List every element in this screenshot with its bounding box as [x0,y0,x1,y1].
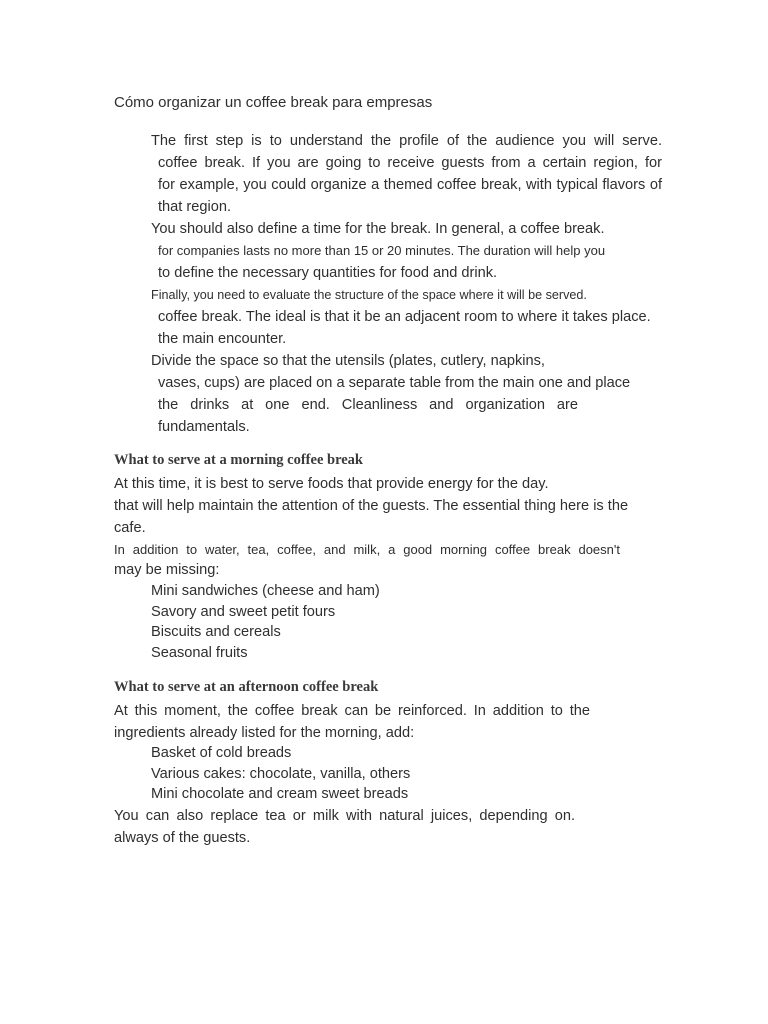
list-item-text: for companies lasts no more than 15 or 20 minutes. The duration will help you [158,243,606,258]
list-item [138,643,380,664]
list-item-text: Finally, you need to evaluate the structure of the space where it will be served. [151,288,587,302]
list-item-text: vases, cups) are placed on a separate table from the main one and place [158,375,631,391]
list-item [138,581,380,602]
list-item-text: that region. [158,199,232,215]
list-item-text: The first step is to understand the profile of the audience you will serve. [151,133,662,149]
list-item-text: fundamentals. [158,419,250,435]
paragraph-line: may be missing: [114,562,220,578]
section-heading: What to serve at an afternoon coffee break [114,679,379,695]
list-item-text: the main encounter. [158,331,287,347]
paragraph [114,805,662,849]
list-item-text: Mini chocolate and cream sweet breads [151,786,409,802]
section-heading: What to serve at a morning coffee break [114,452,363,468]
list-item-text: Mini sandwiches (cheese and ham) [151,583,380,599]
paragraph-line: In addition to water, tea, coffee, and milk, a good morning coffee break doesn't [114,542,620,557]
list-item-text: Savory and sweet petit fours [151,603,336,620]
paragraph-line: ingredients already listed for the morning, add: [114,725,415,741]
list-item [114,218,662,284]
steps-list [114,130,662,438]
list-item-text: for example, you could organize a themed coffee break, with typical flavors of [158,177,662,193]
list-item-text: to define the necessary quantities for food and drink. [158,265,498,281]
list-item-text: You should also define a time for the break. In general, a coffee break. [151,221,605,237]
paragraph-line: At this time, it is best to serve foods that provide energy for the day. [114,476,549,492]
list-item [138,784,410,805]
list-item-text: the drinks at one end. Cleanliness and organization are [158,397,578,413]
list-item [138,743,410,764]
list-item [114,350,662,438]
paragraph [114,700,662,744]
list-item-text: Biscuits and cereals [151,624,281,640]
paragraph-line: At this moment, the coffee break can be reinforced. In addition to the [114,703,590,719]
list-item [138,622,380,643]
list-item-text: Divide the space so that the utensils (plates, cutlery, napkins, [151,353,545,369]
afternoon-items-list [138,743,410,805]
morning-items-list [138,581,380,663]
paragraph-line: You can also replace tea or milk with natural juices, depending on. [114,808,575,824]
list-item [114,130,662,218]
paragraph-line: that will help maintain the attention of the guests. The essential thing here is the [114,498,629,514]
list-item-text: coffee break. The ideal is that it be an adjacent room to where it takes place. [158,309,651,325]
document-title: Cómo organizar un coffee break para empresas [114,94,433,111]
list-item-text: Seasonal fruits [151,644,248,661]
paragraph-line: cafe. [114,520,146,536]
list-item-text: Basket of cold breads [151,745,292,761]
list-item-text: Various cakes: chocolate, vanilla, others [151,765,411,782]
list-item [114,284,662,350]
paragraph [114,473,662,580]
paragraph-line: always of the guests. [114,830,251,846]
list-item-text: coffee break. If you are going to receive guests from a certain region, for [158,155,662,171]
list-item [138,764,410,785]
list-item [138,602,380,623]
